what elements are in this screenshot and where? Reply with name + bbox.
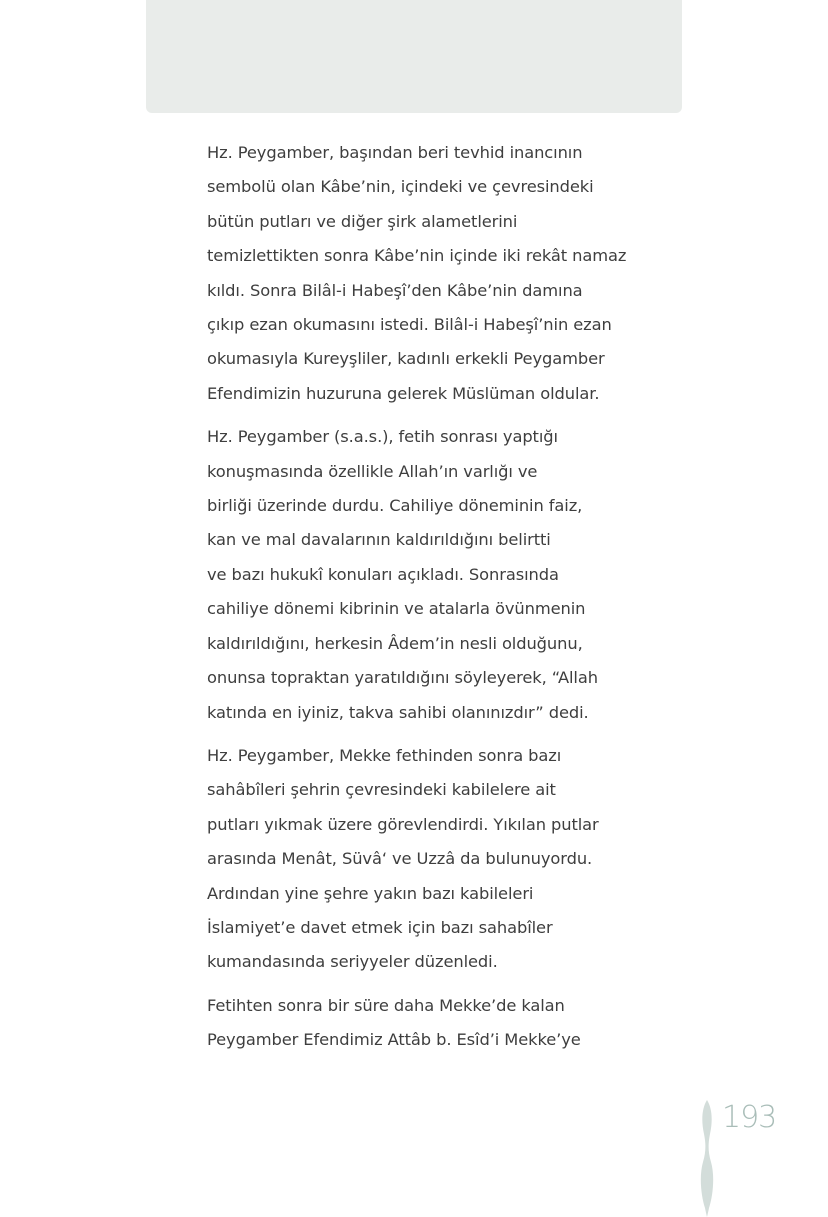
header-image-placeholder — [146, 0, 682, 113]
text-line: çıkıp ezan okumasını istedi. Bilâl-i Habeşî’nin ezan — [207, 315, 612, 335]
text-line: sembolü olan Kâbe’nin, içindeki ve çevresindeki — [207, 177, 594, 197]
text-line: Efendimizin huzuruna gelerek Müslüman oldular. — [207, 383, 600, 403]
text-line: Fetihten sonra bir süre daha Mekke’de kalan — [207, 995, 565, 1015]
paragraph-1 — [207, 136, 637, 411]
text-line: Hz. Peygamber (s.a.s.), fetih sonrası yaptığı — [207, 427, 558, 447]
text-line: Ardından yine şehre yakın bazı kabileleri — [207, 883, 534, 903]
text-line: onunsa topraktan yaratıldığını söyleyerek, “Allah — [207, 668, 598, 688]
text-line: katında en iyiniz, takva sahibi olanınızdır” dedi. — [207, 702, 589, 722]
text-line: kan ve mal davalarının kaldırıldığını belirtti — [207, 530, 551, 550]
text-line: ve bazı hukukî konuları açıkladı. Sonrasında — [207, 564, 559, 584]
text-line: cahiliye dönemi kibrinin ve atalarla övünmenin — [207, 599, 586, 619]
text-line: okumasıyla Kureyşliler, kadınlı erkekli Peygamber — [207, 349, 605, 369]
text-line: arasında Menât, Süvâ‘ ve Uzzâ da bulunuyordu. — [207, 849, 593, 869]
text-line: birliği üzerinde durdu. Cahiliye döneminin faiz, — [207, 496, 583, 516]
text-line: temizlettikten sonra Kâbe’nin içinde iki rekât namaz — [207, 246, 627, 266]
text-line: kaldırıldığını, herkesin Âdem’in nesli olduğunu, — [207, 633, 583, 653]
paragraph-2 — [207, 420, 637, 730]
page-ornament-icon — [695, 1100, 719, 1217]
text-line: Hz. Peygamber, Mekke fethinden sonra bazı — [207, 745, 562, 765]
body-text — [207, 136, 637, 1067]
page-number: 193 — [722, 1100, 777, 1135]
text-line: kıldı. Sonra Bilâl-i Habeşî’den Kâbe’nin damına — [207, 280, 583, 300]
text-line: bütün putları ve diğer şirk alametlerini — [207, 211, 518, 231]
paragraph-4 — [207, 989, 637, 1058]
text-line: Hz. Peygamber, başından beri tevhid inancının — [207, 143, 583, 162]
text-line: İslamiyet’e davet etmek için bazı sahabîler — [207, 917, 553, 937]
text-line: putları yıkmak üzere görevlendirdi. Yıkılan putlar — [207, 814, 599, 834]
text-line: Peygamber Efendimiz Attâb b. Esîd’i Mekke’ye — [207, 1030, 581, 1050]
paragraph-3 — [207, 739, 637, 980]
text-line: sahâbîleri şehrin çevresindeki kabilelere ait — [207, 780, 556, 800]
text-line: kumandasında seriyyeler düzenledi. — [207, 952, 498, 972]
text-line: konuşmasında özellikle Allah’ın varlığı ve — [207, 461, 538, 481]
